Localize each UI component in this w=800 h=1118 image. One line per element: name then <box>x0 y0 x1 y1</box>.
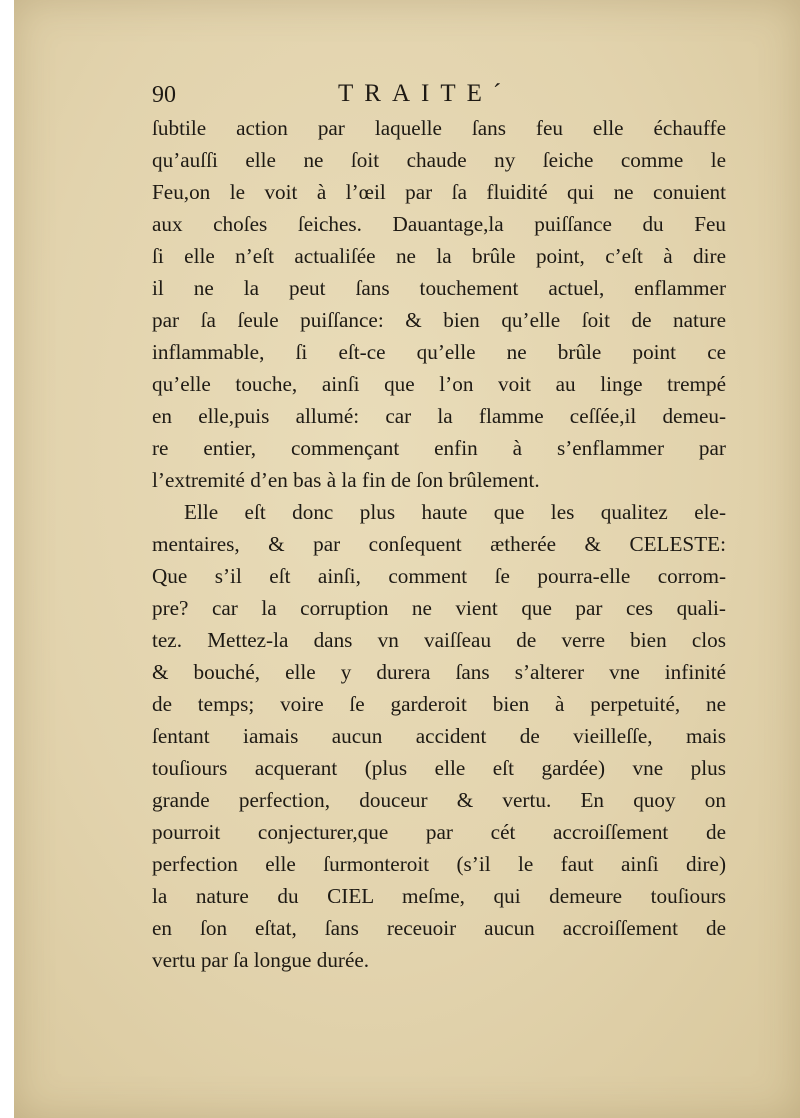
text-line: inflammable, ſi eſt-ce qu’elle ne brûle point ce <box>152 340 726 364</box>
text-line: en elle,puis allumé: car la flamme ceſſée,il demeu- <box>152 404 726 428</box>
text-line: ſentant iamais aucun accident de vieilleſſe, mais <box>152 724 726 748</box>
text-line: pre? car la corruption ne vient que par ces quali- <box>152 596 726 620</box>
book-page <box>14 0 800 1118</box>
text-line: touſiours acquerant (plus elle eſt gardée) vne plus <box>152 756 726 780</box>
paragraph-first-line: Elle eſt donc plus haute que les qualitez ele- <box>184 500 726 524</box>
text-line: il ne la peut ſans touchement actuel, enflammer <box>152 276 726 300</box>
page-header <box>152 78 752 112</box>
text-line: par ſa ſeule puiſſance: & bien qu’elle ſoit de nature <box>152 308 726 332</box>
text-line: grande perfection, douceur & vertu. En quoy on <box>152 788 726 812</box>
text-line: ſi elle n’eſt actualiſée ne la brûle point, c’eſt à dire <box>152 244 726 268</box>
text-line: de temps; voire ſe garderoit bien à perpetuité, ne <box>152 692 726 716</box>
text-line: Que s’il eſt ainſi, comment ſe pourra-elle corrom- <box>152 564 726 588</box>
text-line: pourroit conjecturer,que par cét accroiſſement de <box>152 820 726 844</box>
text-line: re entier, commençant enfin à s’enflammer par <box>152 436 726 460</box>
text-line: ſubtile action par laquelle ſans feu elle échauffe <box>152 116 726 140</box>
body-text <box>152 112 726 976</box>
running-title: TRAITE´ <box>338 80 513 107</box>
text-line: vertu par ſa longue durée. <box>152 948 370 972</box>
text-line: qu’elle touche, ainſi que l’on voit au linge trempé <box>152 372 726 396</box>
text-line: & bouché, elle y durera ſans s’alterer vne infinité <box>152 660 726 684</box>
text-line: tez. Mettez-la dans vn vaiſſeau de verre bien clos <box>152 628 726 652</box>
text-line: la nature du CIEL meſme, qui demeure touſiours <box>152 884 726 908</box>
text-line: qu’auſſi elle ne ſoit chaude ny ſeiche comme le <box>152 148 726 172</box>
text-line: Feu,on le voit à l’œil par ſa fluidité qui ne conuient <box>152 180 726 204</box>
text-line: l’extremité d’en bas à la fin de ſon brûlement. <box>152 468 540 492</box>
text-line: mentaires, & par conſequent ætherée & CELESTE: <box>152 532 726 556</box>
page-number: 90 <box>152 82 176 108</box>
text-line: en ſon eſtat, ſans receuoir aucun accroiſſement de <box>152 916 726 940</box>
text-line: perfection elle ſurmonteroit (s’il le faut ainſi dire) <box>152 852 726 876</box>
text-line: aux choſes ſeiches. Dauantage,la puiſſance du Feu <box>152 212 726 236</box>
